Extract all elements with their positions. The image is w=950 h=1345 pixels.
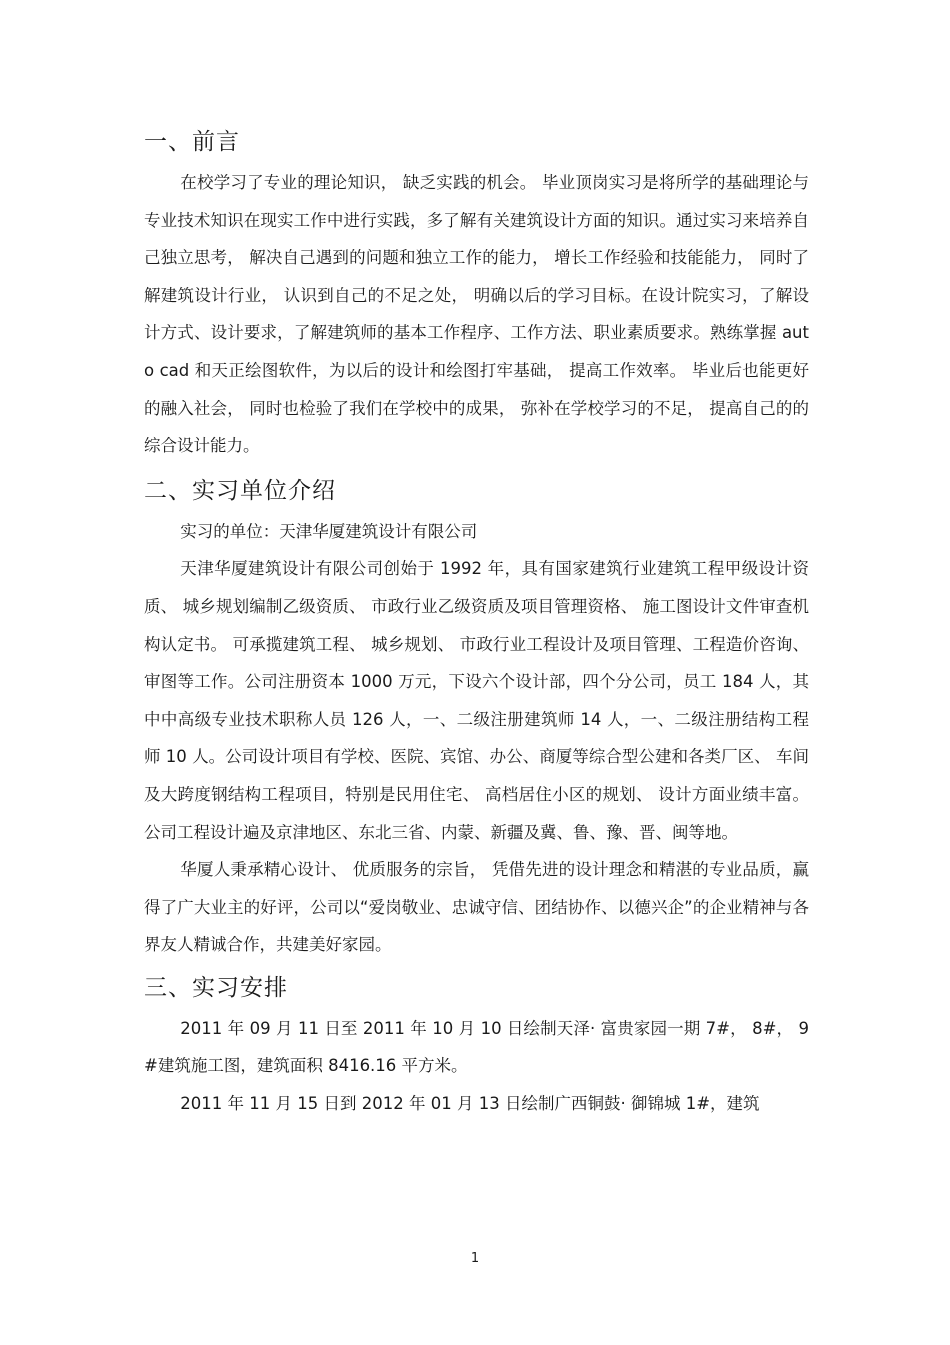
paragraph: 在校学习了专业的理论知识， 缺乏实践的机会。 毕业顶岗实习是将所学的基础理论与专业技术知识在现实工作中进行实践，多了解有关建筑设计方面的知识。通过实习来培养自己独立思考， 解决自己遇到的问题和独立工作的能力， 增长工作经验和技能能力， 同时了解建筑设计行业， 认识到自己的不足之处， 明确以后的学习目标。在设计院实习，了解设计方式、设计要求，了解建筑师的基本工作程序、工作方法、职业素质要求。熟练掌握 auto cad 和天正绘图软件，为以后的设计和绘图打牢基础， 提高工作效率。 毕业后也能更好的融入社会， 同时也检验了我们在学校中的成果， 弥补在学校学习的不足， 提高自己的的综合设计能力。 (144, 173, 809, 456)
paragraph: 天津华厦建筑设计有限公司创始于 1992 年，具有国家建筑行业建筑工程甲级设计资质、 城乡规划编制乙级资质、 市政行业乙级资质及项目管理资格、 施工图设计文件审查机构认定书。 可承揽建筑工程、 城乡规划、 市政行业工程设计及项目管理、工程造价咨询、审图等工作。公司注册资本 1000 万元，下设六个设计部，四个分公司，员工 184 人，其中中高级专业技术职称人员 126 人，一、二级注册建筑师 14 人，一、二级注册结构工程师 10 人。公司设计项目有学校、医院、宾馆、办公、商厦等综合型公建和各类厂区、 车间及大跨度钢结构工程项目，特别是民用住宅、 高档居住小区的规划、 设计方面业绩丰富。 公司工程设计遍及京津地区、东北三省、内蒙、新疆及冀、鲁、豫、晋、闽等地。 (144, 559, 809, 842)
section-heading: 二、实习单位介绍 (144, 477, 336, 504)
section-heading: 一、前言 (144, 129, 240, 155)
paragraph: 2011 年 11 月 15 日到 2012 年 01 月 13 日绘制广西铜鼓· 御锦城 1#，建筑 (180, 1094, 760, 1114)
section-preface (144, 120, 809, 465)
document-body (144, 120, 809, 1123)
section-internship-unit (144, 469, 809, 964)
section-internship-schedule (144, 966, 809, 1123)
paragraph: 实习的单位：天津华厦建筑设计有限公司 (180, 521, 478, 541)
section-heading: 三、实习安排 (144, 974, 288, 1001)
paragraph: 华厦人秉承精心设计、 优质服务的宗旨， 凭借先进的设计理念和精湛的专业品质，赢得了广大业主的好评，公司以“爱岗敬业、忠诚守信、团结协作、以德兴企”的企业精神与各界友人精诚合作，共建美好家园。 (144, 860, 809, 955)
page-number: 1 (470, 1251, 480, 1266)
paragraph: 2011 年 09 月 11 日至 2011 年 10 月 10 日绘制天泽· 富贵家园一期 7#， 8#， 9#建筑施工图，建筑面积 8416.16 平方米。 (144, 1018, 809, 1076)
